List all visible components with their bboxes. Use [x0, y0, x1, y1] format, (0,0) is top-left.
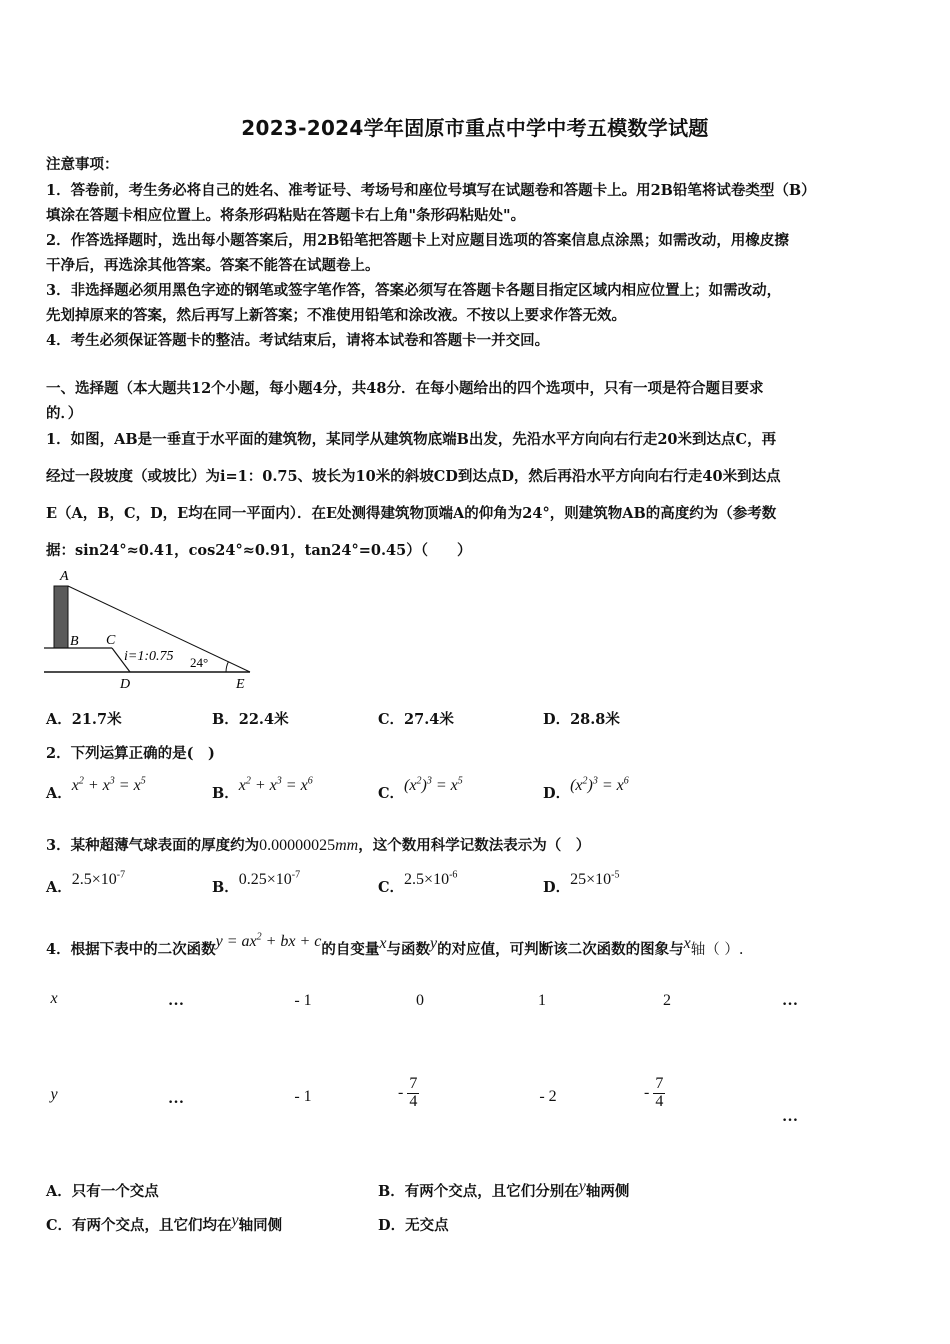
math-exp: 3 [276, 775, 282, 787]
angle-label: 24° [190, 655, 209, 670]
q4-stem-text: 的自变量 [321, 941, 380, 958]
math-exp: 3 [109, 775, 115, 787]
q3-stem [46, 834, 590, 855]
angle-arc [226, 662, 229, 673]
table-cell: 0 [416, 992, 424, 1009]
frac-num: 7 [655, 1075, 664, 1092]
q1-stem-line: 1．如图，AB是一垂直于水平面的建筑物，某同学从建筑物底端B出发，先沿水平方向向右行走20米到达点C，再 [46, 431, 777, 448]
frac-sign: - [398, 1083, 404, 1101]
q4-stem-text: 4．根据下表中的二次函数 [46, 941, 216, 958]
page-title: 2023-2024学年固原市重点中学中考五模数学试题 [241, 116, 709, 140]
math-exp: 2 [78, 775, 84, 787]
label-a: A [60, 569, 69, 584]
func-rest: + bx + c [261, 933, 322, 950]
math-base: x [102, 777, 110, 794]
q1-stem-line: E（A，B，C，D，E均在同一平面内）．在E处测得建筑物顶端A的仰角为24°，则建筑物AB的高度约为（参考数 [46, 505, 777, 522]
sci-exp: -6 [449, 869, 458, 881]
math-op: + [250, 777, 270, 794]
q1-option-c[interactable]: C．27.4米 [378, 711, 454, 728]
section-heading-cont: 的．） [46, 405, 83, 422]
q3-option-d[interactable] [543, 869, 620, 897]
option-label: B． [212, 879, 239, 896]
math-paren: ( [570, 777, 576, 794]
func-y: y [215, 933, 223, 950]
notice-line: 填涂在答题卡相应位置上。将条形码粘贴在答题卡右上角"条形码粘贴处"。 [46, 207, 526, 224]
q1-figure [40, 566, 270, 696]
math-eq: = [281, 777, 301, 794]
option-label: A． [46, 785, 72, 802]
sci-mantissa: 25 [570, 871, 587, 888]
q2-option-a[interactable] [46, 775, 146, 803]
table-cell: - 1 [294, 1088, 312, 1105]
math-eq: = [597, 777, 617, 794]
var-x: x [683, 935, 691, 952]
q1-option-a[interactable]: A．21.7米 [46, 711, 122, 728]
q2-option-d[interactable] [543, 775, 629, 803]
table-cell: 1 [538, 992, 546, 1009]
notice-line: 干净后，再选涂其他答案。答案不能答在试题卷上。 [46, 257, 380, 274]
math-base: x [300, 777, 308, 794]
option-text: 轴同侧 [238, 1217, 283, 1234]
sci-exp: -7 [116, 869, 126, 881]
frac-den: 4 [655, 1092, 664, 1110]
option-label: D． [543, 879, 571, 896]
q3-option-a[interactable] [46, 869, 126, 897]
frac-num: 7 [409, 1075, 418, 1092]
sci-times: ×10 [424, 871, 450, 888]
table-cell: - 1 [294, 992, 312, 1009]
table-cell: 2 [663, 992, 671, 1009]
math-exp: 3 [592, 775, 598, 787]
sci-times: ×10 [586, 871, 612, 888]
var-y: y [578, 1178, 586, 1195]
option-label: B． [212, 785, 239, 802]
slope-label: i=1:0.75 [124, 649, 174, 664]
sci-mantissa: 2.5 [404, 871, 425, 888]
math-exp: 2 [582, 775, 588, 787]
notice-line: 4．考生必须保证答题卡的整洁。考试结束后，请将本试卷和答题卡一并交回。 [46, 332, 550, 349]
math-base: x [575, 777, 583, 794]
frac-sign: - [644, 1083, 650, 1101]
table-cell: … [782, 1108, 798, 1125]
q4-stem-text: 的对应值，可判断该二次函数的图象与 [437, 941, 684, 958]
math-paren: ) [587, 777, 593, 794]
var-x: x [379, 935, 387, 952]
math-base: x [71, 777, 79, 794]
math-base: x [133, 777, 141, 794]
q2-option-b[interactable] [212, 775, 313, 803]
math-base: x [450, 777, 458, 794]
sci-times: ×10 [91, 871, 117, 888]
math-base: x [238, 777, 246, 794]
q3-unit: mm [335, 837, 359, 854]
label-d: D [120, 677, 131, 692]
table-cell: … [168, 1090, 184, 1107]
sci-times: ×10 [266, 871, 292, 888]
option-label: D． [543, 785, 571, 802]
math-paren: ) [421, 777, 427, 794]
q3-number: 0.00000025 [259, 837, 336, 854]
table-cell: - 2 [539, 1088, 557, 1105]
label-e: E [236, 677, 245, 692]
math-eq: = [431, 777, 451, 794]
section-heading: 一、选择题（本大题共12个小题，每小题4分，共48分．在每小题给出的四个选项中，只有一项是符合题目要求 [46, 380, 764, 397]
notice-line: 2．作答选择题时，选出每小题答案后，用2B铅笔把答题卡上对应题目选项的答案信息点涂黑；如需改动，用橡皮擦 [46, 232, 789, 249]
var-y: y [430, 935, 438, 952]
option-label: A． [46, 879, 72, 896]
notice-line: 1．答卷前，考生务必将自己的姓名、准考证号、考场号和座位号填写在试题卷和答题卡上。用2B铅笔将试卷类型（B） [46, 182, 816, 199]
option-label: C． [378, 785, 405, 802]
option-text: C．有两个交点，且它们均在 [46, 1217, 232, 1234]
q1-stem-line: 据：sin24°≈0.41，cos24°≈0.91，tan24°=0.45）（ ） [46, 542, 472, 559]
q2-option-c[interactable] [378, 775, 463, 803]
label-c: C [106, 633, 116, 648]
math-exp: 3 [426, 775, 432, 787]
table-x-label: x [50, 990, 58, 1007]
q2-stem: 2．下列运算正确的是( ) [46, 745, 215, 762]
q1-option-b[interactable]: B．22.4米 [212, 711, 289, 728]
var-y: y [231, 1212, 239, 1229]
q4-stem-text: 与函数 [386, 941, 431, 958]
sci-mantissa: 0.25 [238, 871, 267, 888]
notice-heading: 注意事项： [46, 156, 119, 173]
math-base: x [409, 777, 417, 794]
math-eq: = [114, 777, 134, 794]
sci-mantissa: 2.5 [71, 871, 92, 888]
q3-stem-text: 3．某种超薄气球表面的厚度约为 [46, 837, 260, 854]
notice-line: 先划掉原来的答案，然后再写上新答案；不准使用铅笔和涂改液。不按以上要求作答无效。 [46, 307, 626, 324]
option-label: C． [378, 879, 405, 896]
q3-stem-text: ，这个数用科学记数法表示为（ ） [358, 837, 591, 854]
q4-option-d[interactable]: D．无交点 [378, 1217, 449, 1234]
math-base: x [269, 777, 277, 794]
math-exp: 6 [307, 775, 313, 787]
option-text: 轴两侧 [585, 1183, 630, 1200]
q4-option-b[interactable] [378, 1180, 629, 1201]
q4-stem-text: 轴（ ）. [690, 942, 744, 958]
math-exp: 5 [140, 775, 146, 787]
table-y-label: y [50, 1086, 58, 1103]
q4-option-a[interactable]: A．只有一个交点 [46, 1183, 159, 1200]
math-paren: ( [404, 777, 410, 794]
table-cell: … [168, 992, 184, 1009]
q3-option-c[interactable] [378, 869, 458, 897]
q1-option-d[interactable]: D．28.8米 [543, 711, 620, 728]
math-exp: 2 [245, 775, 251, 787]
option-text: B．有两个交点，且它们分别在 [378, 1183, 579, 1200]
math-base: x [616, 777, 624, 794]
table-cell: … [782, 992, 798, 1009]
sci-exp: -7 [291, 869, 301, 881]
func-eq: = [222, 933, 242, 950]
q1-stem-line: 经过一段坡度（或坡比）为i=1：0.75、坡长为10米的斜坡CD到达点D，然后再沿水平方向向右行走40米到达点 [46, 468, 781, 485]
q3-option-b[interactable] [212, 869, 301, 897]
q4-stem [46, 931, 744, 959]
notice-line: 3．非选择题必须用黑色字迹的钢笔或签字笔作答，答案必须写在答题卡各题目指定区域内相应位置上；如需改动， [46, 282, 782, 299]
label-b: B [70, 634, 79, 649]
math-op: + [83, 777, 103, 794]
func-exp: 2 [256, 931, 262, 943]
math-exp: 6 [623, 775, 629, 787]
math-exp: 5 [457, 775, 463, 787]
func-ax: ax [241, 933, 257, 950]
building-ab [54, 586, 68, 648]
table-cell-fraction [644, 1076, 714, 1111]
q4-option-c[interactable] [46, 1214, 282, 1235]
sci-exp: -5 [611, 869, 620, 881]
frac-den: 4 [409, 1092, 418, 1110]
math-exp: 2 [416, 775, 422, 787]
table-cell-fraction [398, 1076, 468, 1111]
